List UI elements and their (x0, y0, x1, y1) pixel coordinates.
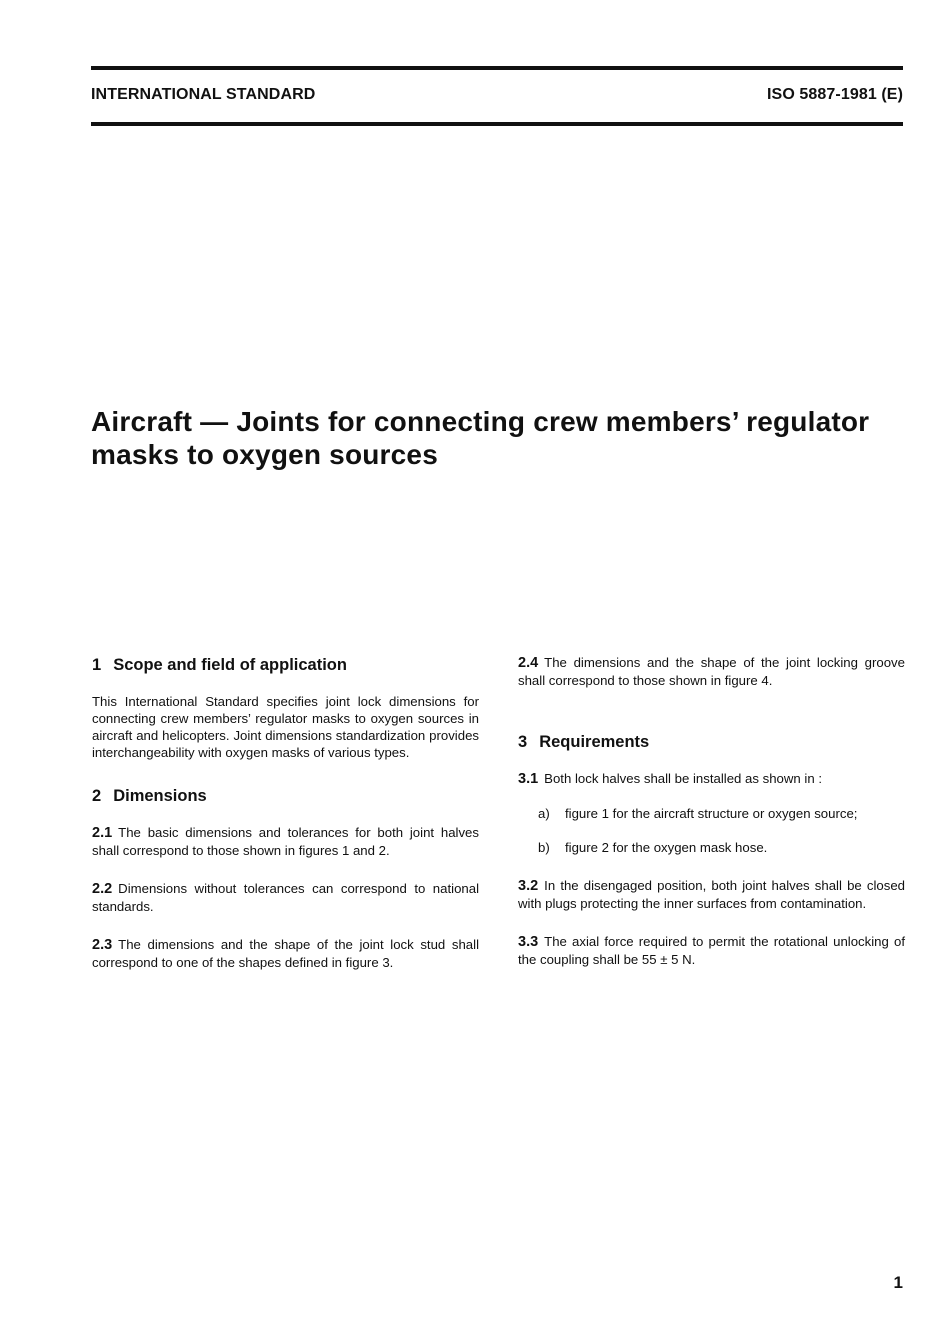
section-2-heading (92, 785, 479, 807)
section-title: Requirements (539, 733, 650, 751)
section-number: 3 (518, 733, 528, 751)
list-item (518, 839, 905, 856)
clause-3-3 (518, 933, 905, 968)
clause-number: 2.1 (92, 825, 113, 841)
clause-3-2 (518, 877, 905, 912)
clause-number: 3.2 (518, 878, 539, 894)
section-title: Scope and field of application (113, 656, 347, 674)
clause-text: In the disengaged position, both joint halves shall be closed with plugs protecting the inner surfaces from contamination. (518, 878, 905, 911)
section-title: Dimensions (113, 787, 207, 805)
left-column (92, 654, 479, 971)
clause-number: 3.3 (518, 934, 539, 950)
title-line-1: Aircraft — Joints for connecting crew members’ regulator (91, 406, 870, 437)
section-number: 1 (92, 656, 102, 674)
document-title (91, 405, 921, 471)
clause-3-1 (518, 770, 905, 788)
page-number: 1 (893, 1273, 903, 1292)
section-1-text: This International Standard specifies joint lock dimensions for connecting crew members’ regulator masks to oxygen sources in aircraft and helicopters. Joint dimensions standardization provides interchangeability with oxygen masks of various types. (92, 694, 479, 760)
list-item-text: figure 2 for the oxygen mask hose. (565, 840, 768, 855)
section-1-heading (92, 654, 479, 676)
right-column (518, 654, 905, 968)
clause-number: 3.1 (518, 771, 539, 787)
clause-number: 2.3 (92, 937, 113, 953)
clause-text: Dimensions without tolerances can correspond to national standards. (92, 881, 479, 914)
standard-number: ISO 5887-1981 (E) (767, 86, 903, 103)
document-type: INTERNATIONAL STANDARD (91, 86, 316, 103)
clause-text: Both lock halves shall be installed as shown in : (544, 771, 822, 786)
clause-text: The axial force required to permit the rotational unlocking of the coupling shall be 55 ± 5 N. (518, 934, 905, 967)
section-3-heading (518, 731, 905, 753)
clause-text: The basic dimensions and tolerances for both joint halves shall correspond to those shown in figures 1 and 2. (92, 825, 479, 858)
clause-2-2 (92, 880, 479, 915)
list-item-label: a) (538, 806, 550, 821)
clause-2-3 (92, 936, 479, 971)
clause-number: 2.4 (518, 655, 539, 671)
section-number: 2 (92, 787, 102, 805)
list-item (518, 805, 905, 822)
clause-text: The dimensions and the shape of the joint lock stud shall correspond to one of the shapes defined in figure 3. (92, 937, 479, 970)
header-top-rule (91, 66, 903, 70)
list-item-text: figure 1 for the aircraft structure or oxygen source; (565, 806, 858, 821)
clause-number: 2.2 (92, 881, 113, 897)
header-bottom-rule (91, 122, 903, 126)
clause-text: The dimensions and the shape of the joint locking groove shall correspond to those shown in figure 4. (518, 655, 905, 688)
clause-2-4 (518, 654, 905, 689)
clause-2-1 (92, 824, 479, 859)
list-item-label: b) (538, 840, 550, 855)
title-line-2: masks to oxygen sources (91, 439, 438, 470)
